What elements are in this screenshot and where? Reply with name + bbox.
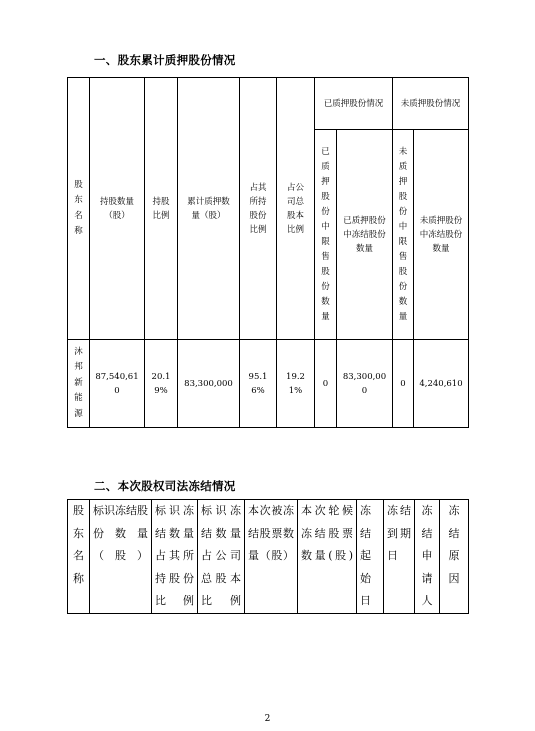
header-pledged-group: 已质押股份情况: [315, 78, 393, 130]
cell-shareholder-name: 沐邦新能源: [68, 340, 90, 428]
header-pct-of-total-capital: 占公司总股本比例: [277, 78, 315, 340]
header-reason: 冻结原因: [440, 500, 469, 614]
header-holding-ratio: 持股比例: [145, 78, 178, 340]
header-waiting-frozen: 本次轮候冻结股票数量(股): [298, 500, 357, 614]
header-pledged-frozen: 已质押股份中冻结股份数量: [337, 130, 393, 340]
header-unpledged-restricted: 未质押股份中限售股份数量: [393, 130, 414, 340]
header-unpledged-group: 未质押股份情况: [393, 78, 469, 130]
header-cumulative-pledged: 累计质押数量（股）: [178, 78, 240, 340]
cell-cumulative-pledged: 83,300,000: [178, 340, 240, 428]
judicial-freeze-table: [67, 499, 469, 614]
header-unpledged-frozen: 未质押股份中冻结股份数量: [414, 130, 469, 340]
table-row: [68, 340, 469, 428]
header-pct-of-own-holding: 占其所持股份比例: [240, 78, 277, 340]
cell-unpledged-restricted: 0: [393, 340, 414, 428]
header-pct-of-capital: 标识冻结数量占公司总股本比例: [198, 500, 245, 614]
cell-shares-held: 87,540,610: [90, 340, 145, 428]
header-applicant: 冻结申请人: [415, 500, 440, 614]
page-number: 2: [264, 714, 271, 724]
section-1-title: 一、股东累计质押股份情况: [94, 53, 236, 67]
header-pct-of-holding: 标识冻结数量占其所持股份比例: [152, 500, 198, 614]
header-shares-held: 持股数量（股）: [90, 78, 145, 340]
pledge-table: [67, 77, 469, 428]
cell-pct-of-own-holding: 95.16%: [240, 340, 277, 428]
header-shareholder-name: 股东名称: [68, 500, 90, 614]
cell-holding-ratio: 20.19%: [145, 340, 178, 428]
header-pledged-restricted: 已质押股份中限售股份数量: [315, 130, 337, 340]
header-end-date: 冻结到期日: [384, 500, 415, 614]
header-start-date: 冻结起始日: [357, 500, 384, 614]
header-this-frozen: 本次被冻结股票数量（股）: [245, 500, 298, 614]
cell-pledged-restricted: 0: [315, 340, 337, 428]
cell-unpledged-frozen: 4,240,610: [414, 340, 469, 428]
cell-pledged-frozen: 83,300,000: [337, 340, 393, 428]
header-frozen-shares: 标识冻结股份数量（股）: [90, 500, 152, 614]
cell-pct-of-total-capital: 19.21%: [277, 340, 315, 428]
section-2-title: 二、本次股权司法冻结情况: [94, 479, 236, 493]
header-shareholder-name: 股东名称: [68, 78, 90, 340]
